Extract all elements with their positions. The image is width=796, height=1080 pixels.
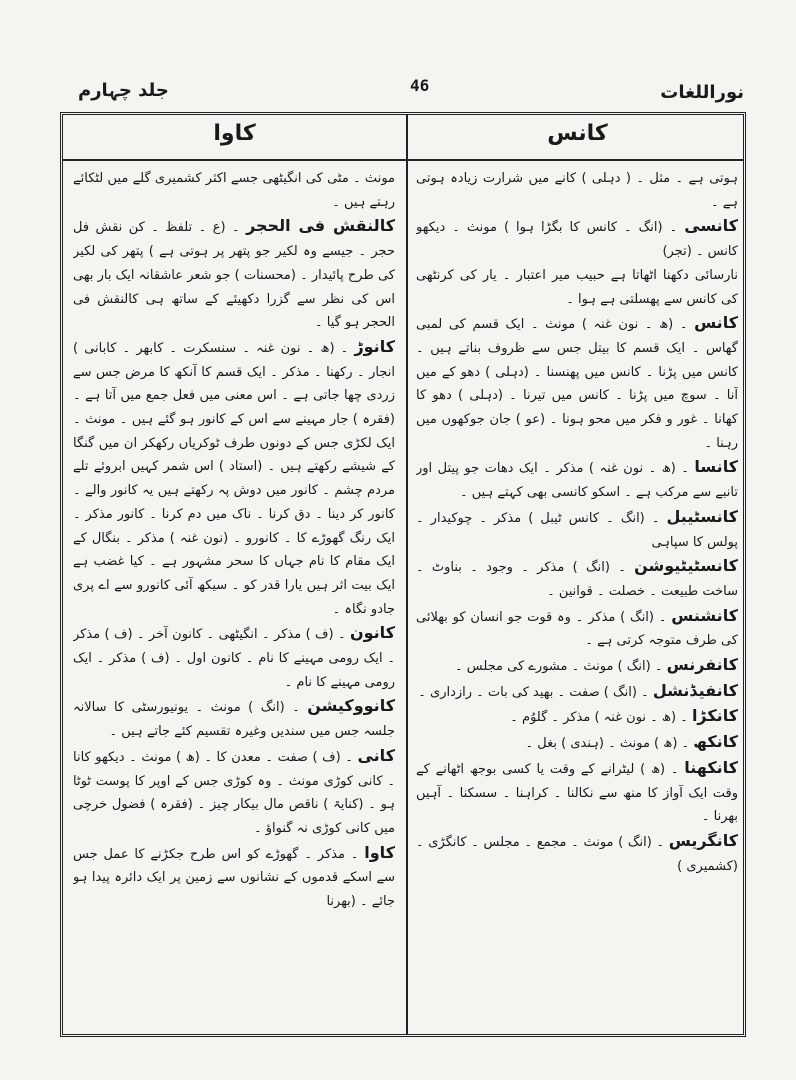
dictionary-entry <box>416 167 738 214</box>
entry-headword: کانوڑ <box>354 336 395 356</box>
entry-definition: ۔ (ھ ۔ نون غنہ ) مذکر ۔ گلوُم ۔ <box>510 710 692 726</box>
entry-headword: کانفیڈنشل <box>652 680 738 700</box>
entry-definition: ۔ (ع ۔ تلفظ ۔ کن نقش فل حجر ۔ جیسے وہ لکیر جو پتھر پر ہوتی ہے ) پتھر کی لکیر کی طرح پائیدار ۔ (محسنات ) جو شعر عاشقانہ ایک بار بھی اس کی نظر سے گزرا دکھیئے کے ساتھ ہی کالنقش فی الحجر ہو گیا ۔ <box>73 220 395 331</box>
entry-definition: ۔ (ھ ۔ نون غنہ ) مذکر ۔ ایک دھات جو پیتل اور تانبے سے مرکب ہے ۔ اسکو کانسی بھی کہتے ہیں ۔ <box>416 461 738 501</box>
entry-definition: ۔ (انگ ۔ کانس ٹیبل ) مذکر ۔ چوکیدار ۔ پولس کا سپاہی <box>416 510 738 550</box>
entry-headword: کانووکیشن <box>307 696 395 716</box>
entry-definition: ۔ (انگ ) مونث ۔ مجمع ۔ مجلس ۔ کانگڑی ۔ (کشمیری ) <box>416 834 738 874</box>
dictionary-entry <box>416 730 738 756</box>
left-column-heading: کاوا <box>213 121 256 146</box>
entry-definition: ہوتی ہے ۔ مثل ۔ ( دہلی ) کانے میں شرارت زیادہ ہوتی ہے ۔ <box>416 171 738 210</box>
entry-definition: ۔ (انگ ) مونث ۔ یونیورسٹی کا سالانہ جلسہ جس میں سندیں وغیرہ تقسیم کئے جاتے ہیں ۔ <box>73 700 395 740</box>
dictionary-entry <box>416 455 738 504</box>
dictionary-entry <box>73 214 395 335</box>
entry-definition: ۔ (انگ ۔ کانس کا بگڑا ہوا ) مونث ۔ دیکھو کانس ۔ (تجر) <box>416 220 738 260</box>
page-frame <box>60 112 746 1037</box>
entry-headword: کانون <box>349 623 395 643</box>
entry-definition: ۔ (انگ ) صفت ۔ بھید کی بات ۔ رازداری ۔ <box>418 684 653 700</box>
left-column-text <box>73 167 395 1024</box>
entry-headword: کانشنس <box>671 605 738 625</box>
entry-headword: کانگریس <box>668 830 738 850</box>
dictionary-entry <box>416 704 738 730</box>
entry-headword: کانکھنا <box>684 757 738 777</box>
entry-headword: کانفرنس <box>666 655 738 675</box>
dictionary-entry <box>73 335 395 621</box>
dictionary-entry <box>73 841 395 914</box>
dictionary-entry <box>416 505 738 554</box>
entry-headword: کانی <box>357 745 395 765</box>
dictionary-entry <box>416 311 738 455</box>
dictionary-entry <box>73 621 395 694</box>
right-column-heading: کانس <box>547 121 608 146</box>
entry-headword: کانکھ <box>693 732 738 752</box>
dictionary-entry <box>73 694 395 743</box>
entry-definition: نارسائی دکھنا اٹھاتا ہے حبیب میر اعتبار ۔ یار کی کرنٹھی کی کانس سے پھسلتی ہے ہوا ۔ <box>416 267 738 307</box>
entry-headword: کاوا <box>364 842 395 862</box>
entry-definition: ۔ (انگ ) مذکر ۔ وہ قوت جو انسان کو بھلائی کی طرف متوجہ کرتی ہے ۔ <box>416 609 738 649</box>
heading-rule <box>63 159 743 161</box>
entry-headword: کانسٹیٹیوشن <box>634 556 738 576</box>
dictionary-entry <box>416 604 738 653</box>
entry-headword: کانسا <box>694 457 738 477</box>
dictionary-entry <box>416 554 738 603</box>
entry-headword: کالنقش فی الحجر <box>246 216 395 236</box>
entry-definition: ۔ (ھ ۔ نون غنہ ) مونث ۔ ایک قسم کی لمبی گھاس ۔ ایک قسم کا بیتل جس سے ظروف بناتے ہیں ۔ کانس میں پڑنا ۔ کانس میں پھنسنا ۔ (دہلی ) دھو کے میں آنا ۔ سوچ میں پڑنا ۔ کانس میں تیرنا ۔ (دہلی ) دھو کا کھانا ۔ غور و فکر میں محو ہونا ۔ (عو ) جان جوکھوں میں رہنا ۔ <box>416 317 738 451</box>
dictionary-entry <box>416 264 738 311</box>
entry-definition: ۔ مذکر ۔ گھوڑے کو اس طرح جکڑنے کا عمل جس سے اسکے قدموں کے نشانوں سے زمین پر ایک دائرہ پیدا ہو جائے ۔ (بھرنا <box>73 846 395 910</box>
entry-definition: مونث ۔ مٹی کی انگیٹھی جسے اکثر کشمیری گلے میں لٹکائے رہتے ہیں ۔ <box>73 171 395 210</box>
entry-headword: کانکڑا <box>691 706 738 726</box>
entry-definition: ۔ (ھ ) لیٹرانے کے وقت یا کسی بوجھ اٹھانے کے وقت ایک آواز کا منھ سے نکالنا ۔ کراہنا ۔ سسکنا ۔ آہیں بھرنا ۔ <box>416 761 738 825</box>
entry-definition: ۔ (ھ ۔ نون غنہ ۔ سنسکرت ۔ کابھر ۔ کابانی ) انجار ۔ رکھنا ۔ مذکر ۔ ایک قسم کا آنکھ کا مرض جس سے زردی چھا جاتی ہے ۔ اس معنی میں فعل جمع میں آتا ہے ۔ (فقرہ ) جار مہینے سے اس کے کانور ہو گئے ہیں ۔ مونث ۔ ایک لکڑی جس کے دونوں طرف ٹوکریاں رکھکر ان میں گنگا کے شیشے رکھتے ہیں ۔ (استاد ) اس شمر کہیں ابروئے تلے مردم چشم ۔ کانور میں دوش پہ رکھتے ہیں یہ کانور والے ۔ کانور کر دینا ۔ دق کرنا ۔ ناک میں دم کرنا ۔ کانور مذکر ۔ ایک رنگ گھوڑے کا ۔ کانورو ۔ (نون غنہ ) مذکر ۔ بنگال کے ایک مقام کا نام جہاں کا سحر مشہور ہے ۔ کیا غضب ہے ایک بیت اثر ہیں یارا قدر کو ۔ سیکھ آئی کانورو سے اے پری جادو نگاہ ۔ <box>73 340 395 617</box>
entry-definition: ۔ (انگ ) مونث ۔ مشورے کی مجلس ۔ <box>455 659 667 675</box>
entry-definition: ۔ (انگ ) مذکر ۔ وجود ۔ بناوٹ ۔ ساخت طبیعت ۔ خصلت ۔ قوانین ۔ <box>416 560 738 599</box>
dictionary-entry <box>416 679 738 705</box>
entry-headword: کانسی <box>684 216 738 236</box>
entry-headword: کانس <box>694 313 738 333</box>
entry-definition: ۔ (ف ) مذکر ۔ انگیٹھی ۔ کانون آخر ۔ (ف ) مذکر ۔ ایک رومی مہینے کا نام ۔ کانون اول ۔ (ف ) مذکر ۔ ایک رومی مہینے کا نام ۔ <box>73 627 395 690</box>
column-divider <box>406 115 408 1034</box>
volume-label: جلد چہارم <box>78 80 169 101</box>
entry-definition: ۔ (ھ ) مونث ۔ (ہندی ) بغل ۔ <box>525 736 694 752</box>
dictionary-entry <box>416 214 738 263</box>
book-title: نوراللغات <box>660 82 744 103</box>
dictionary-entry <box>73 744 395 841</box>
dictionary-entry <box>416 653 738 679</box>
dictionary-entry <box>73 167 395 214</box>
dictionary-entry <box>416 829 738 878</box>
entry-definition: ۔ (ف ) صفت ۔ معدن کا ۔ (ھ ) مونث ۔ دیکھو کانا ۔ کانی کوڑی مونث ۔ وہ کوڑی جس کے اوپر کا پوست ٹوٹا ہو ۔ (کنایۃ ) ناقص مال بیکار چیز ۔ (فقرہ ) فضول خرچی میں کانی کوڑی نہ گنواؤ ۔ <box>73 749 395 836</box>
right-column-text <box>416 167 738 1024</box>
dictionary-entry <box>416 756 738 829</box>
page-header <box>60 70 750 110</box>
page-number: 46 <box>410 76 430 95</box>
entry-headword: کانسٹیبل <box>666 506 738 526</box>
